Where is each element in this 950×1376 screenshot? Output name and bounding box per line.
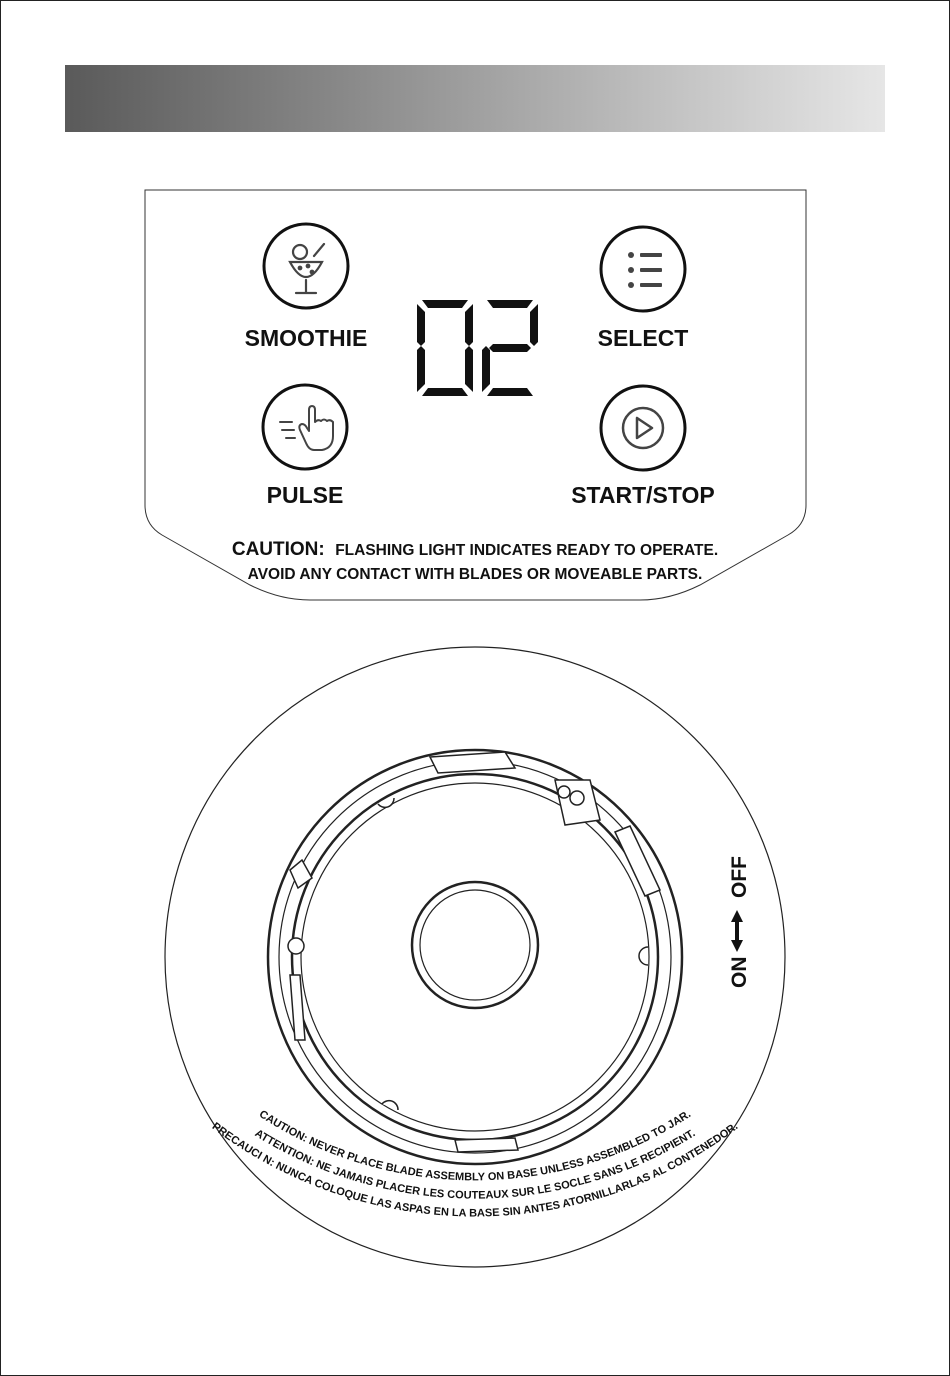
caution-line-2: AVOID ANY CONTACT WITH BLADES OR MOVEABLE PARTS. <box>247 566 703 583</box>
caution-line-1 <box>232 539 718 560</box>
caution-line1-text: FLASHING LIGHT INDICATES READY TO OPERATE. <box>335 542 719 559</box>
warning-english: CAUTION: NEVER PLACE BLADE ASSEMBLY ON BASE UNLESS ASSEMBLED TO JAR. <box>256 1108 694 1184</box>
mount-ring-outer <box>268 750 682 1164</box>
double-arrow-icon <box>731 910 743 952</box>
blender-base <box>165 647 785 1267</box>
warning-french: ATTENTION: NE JAMAIS PLACER LES COUTEAUX SUR LE SOCLE SANS LE RECIPIENT. <box>252 1127 698 1202</box>
drive-coupling-inner <box>420 890 530 1000</box>
collar-inner <box>301 783 649 1131</box>
control-panel <box>145 190 806 600</box>
mount-ring-inner <box>279 761 671 1153</box>
screw-holes <box>288 786 584 954</box>
switch-on-label: ON <box>728 956 751 988</box>
drive-coupling-outer <box>412 882 538 1008</box>
power-switch-marking[interactable] <box>728 856 751 988</box>
select-button[interactable] <box>601 227 685 311</box>
pulse-button[interactable] <box>263 385 347 469</box>
caution-prefix: CAUTION: <box>231 539 325 560</box>
select-label: SELECT <box>597 325 689 351</box>
lock-tabs <box>290 752 660 1152</box>
pulse-label: PULSE <box>266 482 344 508</box>
collar-outer <box>292 774 658 1140</box>
start-stop-label: START/STOP <box>571 482 715 508</box>
warning-spanish: PRECAUCI N: NUNCA COLOQUE LAS ASPAS EN LA BASE SIN ANTES ATORNILLARLAS AL CONTENEDOR. <box>209 1120 741 1220</box>
smoothie-label: SMOOTHIE <box>244 325 368 351</box>
smoothie-button[interactable] <box>264 224 348 308</box>
switch-off-label: OFF <box>728 856 751 898</box>
start-stop-button[interactable] <box>601 386 685 470</box>
